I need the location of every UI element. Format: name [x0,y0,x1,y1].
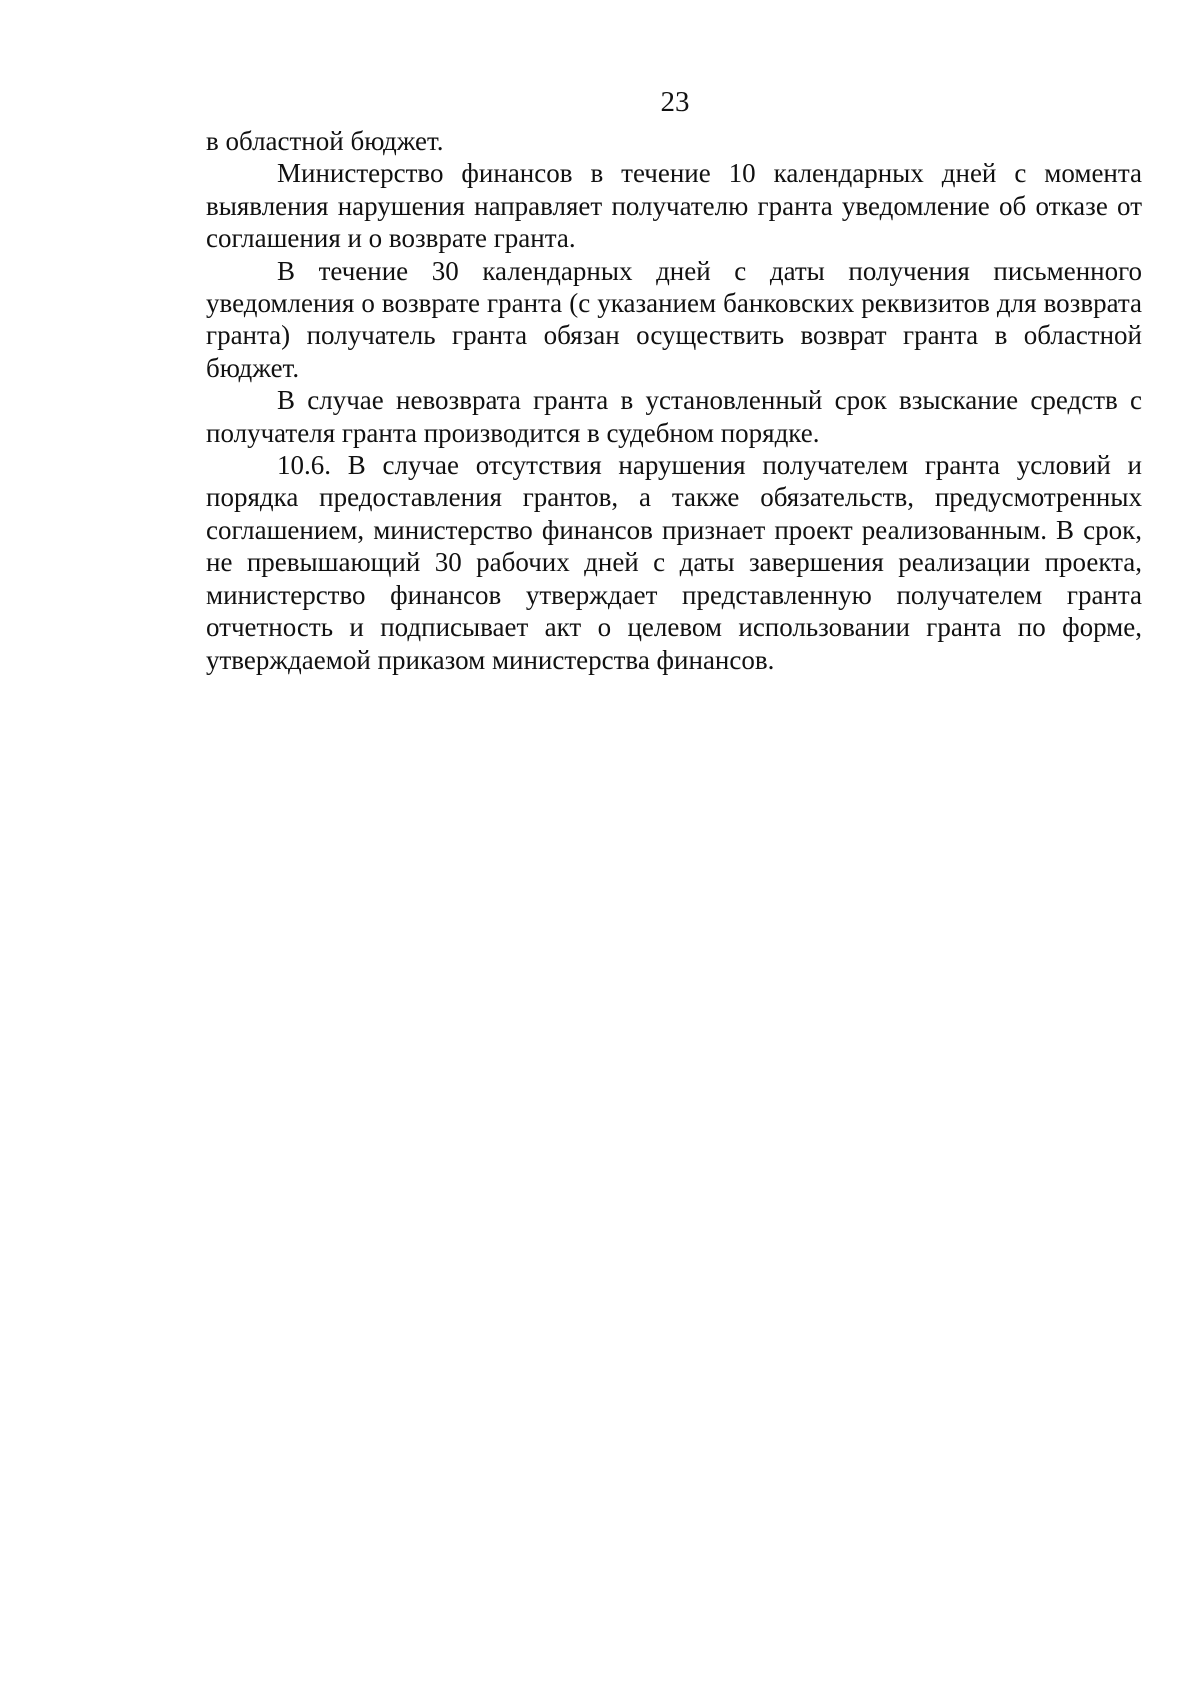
paragraph-continuation: в областной бюджет. [206,126,444,156]
paragraph-section-10-6: 10.6. В случае отсутствия нарушения получателем гранта условий и порядка предоставления грантов, а также обязательств, предусмотренных соглашением, министерство финансов признает проект реализованным. В срок, не превышающий 30 рабочих дней с даты завершения реализации проекта, министерство финансов утверждает представленную получателем гранта отчетность и подписывает акт о целевом использовании гранта по форме, утверждаемой приказом министерства финансов. [206,450,1142,675]
paragraph-refund-period: В течение 30 календарных дней с даты получения письменного уведомления о возврате гранта (с указанием банковских реквизитов для возврата гранта) получатель гранта обязан осуществить возврат гранта в областной бюджет. [206,255,1142,383]
document-body [206,125,1142,676]
paragraph-court-recovery: В случае невозврата гранта в установленный срок взыскание средств с получателя гранта производится в судебном порядке. [206,385,1142,448]
page-number: 23 [660,86,690,118]
paragraph-notification: Министерство финансов в течение 10 календарных дней с момента выявления нарушения направляет получателю гранта уведомление об отказе от соглашения и о возврате гранта. [206,158,1142,254]
